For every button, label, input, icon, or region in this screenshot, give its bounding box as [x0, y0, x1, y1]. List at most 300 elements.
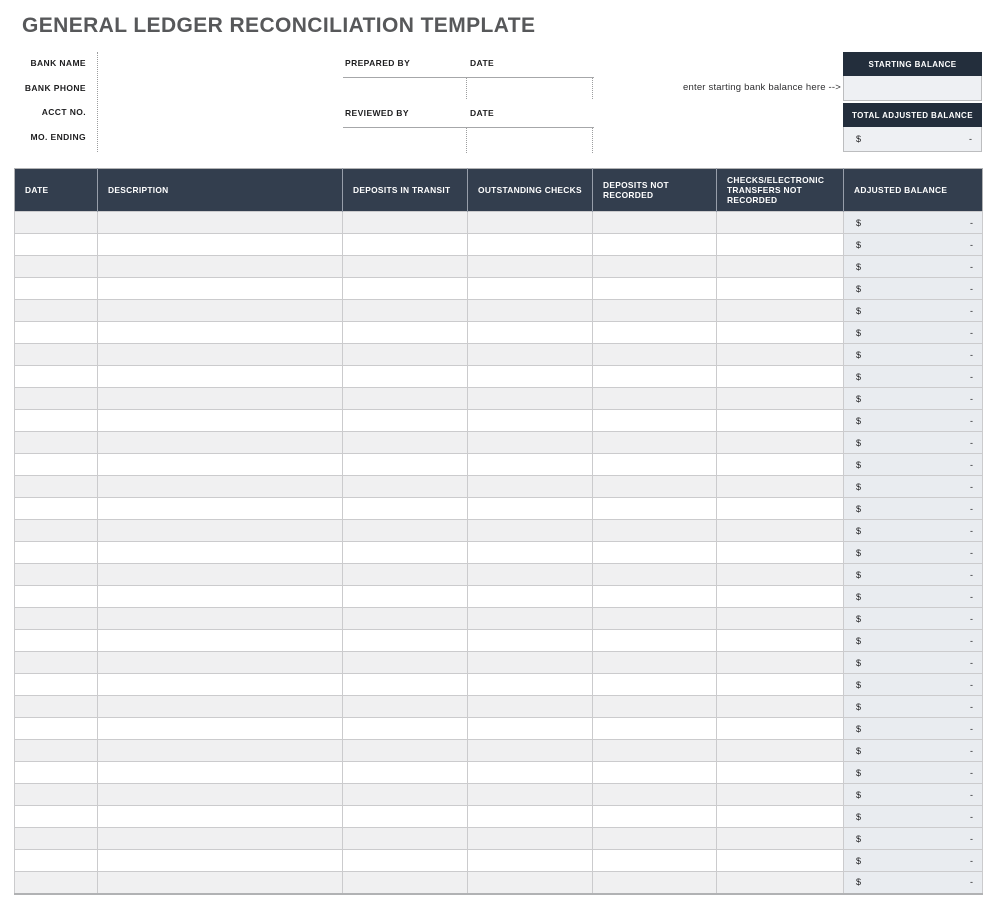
amount-value: -	[970, 415, 973, 426]
cell-deposits-not-recorded[interactable]	[593, 520, 717, 542]
cell-outstanding-checks[interactable]	[468, 674, 593, 696]
cell-description[interactable]	[98, 410, 343, 432]
cell-outstanding-checks[interactable]	[468, 828, 593, 850]
cell-adjusted-balance[interactable]	[844, 410, 983, 432]
cell-outstanding-checks[interactable]	[468, 344, 593, 366]
cell-deposits-not-recorded[interactable]	[593, 366, 717, 388]
prepared-by-field[interactable]	[343, 78, 467, 99]
cell-checks-electronic-transfers[interactable]	[717, 454, 844, 476]
cell-description[interactable]	[98, 388, 343, 410]
page-title: GENERAL LEDGER RECONCILIATION TEMPLATE	[22, 14, 536, 37]
currency-symbol: $	[856, 591, 862, 602]
cell-deposits-in-transit[interactable]	[343, 718, 468, 740]
cell-outstanding-checks[interactable]	[468, 520, 593, 542]
cell-description[interactable]	[98, 586, 343, 608]
cell-adjusted-balance[interactable]	[844, 718, 983, 740]
table-row	[15, 234, 983, 256]
cell-description[interactable]	[98, 652, 343, 674]
table-row	[15, 608, 983, 630]
cell-deposits-in-transit[interactable]	[343, 256, 468, 278]
cell-description[interactable]	[98, 476, 343, 498]
cell-adjusted-balance[interactable]	[844, 784, 983, 806]
table-row	[15, 696, 983, 718]
cell-date[interactable]	[15, 300, 98, 322]
cell-deposits-in-transit[interactable]	[343, 652, 468, 674]
cell-deposits-not-recorded[interactable]	[593, 432, 717, 454]
cell-adjusted-balance[interactable]	[844, 476, 983, 498]
amount-value: -	[970, 811, 973, 822]
cell-outstanding-checks[interactable]	[468, 608, 593, 630]
cell-description[interactable]	[98, 608, 343, 630]
acct-no-label: ACCT NO.	[41, 107, 86, 117]
cell-deposits-not-recorded[interactable]	[593, 454, 717, 476]
cell-checks-electronic-transfers[interactable]	[717, 234, 844, 256]
cell-checks-electronic-transfers[interactable]	[717, 586, 844, 608]
cell-deposits-in-transit[interactable]	[343, 542, 468, 564]
cell-description[interactable]	[98, 212, 343, 234]
currency-symbol: $	[856, 371, 862, 382]
cell-deposits-in-transit[interactable]	[343, 762, 468, 784]
cell-description[interactable]	[98, 740, 343, 762]
cell-adjusted-balance[interactable]	[844, 740, 983, 762]
table-row	[15, 476, 983, 498]
cell-checks-electronic-transfers[interactable]	[717, 322, 844, 344]
total-adjusted-balance-cell[interactable]	[843, 127, 982, 152]
cell-deposits-in-transit[interactable]	[343, 300, 468, 322]
cell-deposits-not-recorded[interactable]	[593, 740, 717, 762]
cell-date[interactable]	[15, 388, 98, 410]
currency-symbol: $	[856, 811, 862, 822]
cell-deposits-in-transit[interactable]	[343, 784, 468, 806]
cell-deposits-not-recorded[interactable]	[593, 476, 717, 498]
cell-description[interactable]	[98, 278, 343, 300]
cell-date[interactable]	[15, 498, 98, 520]
cell-date[interactable]	[15, 212, 98, 234]
cell-description[interactable]	[98, 850, 343, 872]
balance-box	[843, 52, 982, 152]
table-row	[15, 212, 983, 234]
cell-outstanding-checks[interactable]	[468, 542, 593, 564]
starting-balance-hint: enter starting bank balance here -->	[683, 82, 841, 93]
cell-deposits-in-transit[interactable]	[343, 850, 468, 872]
currency-symbol: $	[856, 239, 862, 250]
cell-deposits-not-recorded[interactable]	[593, 762, 717, 784]
cell-adjusted-balance[interactable]	[844, 520, 983, 542]
starting-balance-field[interactable]	[843, 76, 982, 101]
cell-checks-electronic-transfers[interactable]	[717, 278, 844, 300]
cell-checks-electronic-transfers[interactable]	[717, 564, 844, 586]
currency-symbol: $	[856, 745, 862, 756]
cell-checks-electronic-transfers[interactable]	[717, 344, 844, 366]
cell-deposits-in-transit[interactable]	[343, 696, 468, 718]
cell-deposits-in-transit[interactable]	[343, 278, 468, 300]
cell-deposits-not-recorded[interactable]	[593, 850, 717, 872]
amount-value: -	[970, 789, 973, 800]
bank-info-form	[0, 52, 340, 152]
mo-ending-field[interactable]	[98, 127, 338, 149]
amount-value: -	[970, 767, 973, 778]
cell-date[interactable]	[15, 278, 98, 300]
cell-deposits-in-transit[interactable]	[343, 476, 468, 498]
table-row	[15, 278, 983, 300]
col-header-deposits-not-recorded: DEPOSITS NOT RECORDED	[593, 169, 717, 212]
amount-value: -	[970, 569, 973, 580]
cell-description[interactable]	[98, 872, 343, 894]
amount-value: -	[970, 635, 973, 646]
cell-date[interactable]	[15, 520, 98, 542]
cell-outstanding-checks[interactable]	[468, 564, 593, 586]
cell-deposits-in-transit[interactable]	[343, 498, 468, 520]
cell-date[interactable]	[15, 344, 98, 366]
cell-deposits-not-recorded[interactable]	[593, 278, 717, 300]
reviewed-date-field[interactable]	[467, 128, 593, 153]
cell-outstanding-checks[interactable]	[468, 872, 593, 894]
cell-description[interactable]	[98, 718, 343, 740]
amount-value: -	[970, 547, 973, 558]
starting-balance-header: STARTING BALANCE	[843, 52, 982, 76]
cell-description[interactable]	[98, 784, 343, 806]
cell-deposits-in-transit[interactable]	[343, 872, 468, 894]
cell-description[interactable]	[98, 674, 343, 696]
cell-deposits-not-recorded[interactable]	[593, 608, 717, 630]
cell-checks-electronic-transfers[interactable]	[717, 850, 844, 872]
cell-adjusted-balance[interactable]	[844, 872, 983, 894]
cell-adjusted-balance[interactable]	[844, 608, 983, 630]
cell-date[interactable]	[15, 366, 98, 388]
cell-deposits-in-transit[interactable]	[343, 828, 468, 850]
cell-date[interactable]	[15, 432, 98, 454]
cell-deposits-in-transit[interactable]	[343, 740, 468, 762]
cell-adjusted-balance[interactable]	[844, 696, 983, 718]
cell-outstanding-checks[interactable]	[468, 476, 593, 498]
cell-deposits-in-transit[interactable]	[343, 388, 468, 410]
cell-outstanding-checks[interactable]	[468, 410, 593, 432]
cell-adjusted-balance[interactable]	[844, 300, 983, 322]
cell-deposits-not-recorded[interactable]	[593, 652, 717, 674]
cell-checks-electronic-transfers[interactable]	[717, 762, 844, 784]
cell-outstanding-checks[interactable]	[468, 322, 593, 344]
mo-ending-label: MO. ENDING	[30, 132, 86, 142]
cell-checks-electronic-transfers[interactable]	[717, 806, 844, 828]
ledger-table-body	[15, 212, 983, 894]
cell-adjusted-balance[interactable]	[844, 322, 983, 344]
table-row	[15, 828, 983, 850]
acct-no-field[interactable]	[98, 102, 338, 124]
cell-date[interactable]	[15, 476, 98, 498]
cell-date[interactable]	[15, 718, 98, 740]
cell-adjusted-balance[interactable]	[844, 828, 983, 850]
cell-description[interactable]	[98, 234, 343, 256]
cell-adjusted-balance[interactable]	[844, 234, 983, 256]
cell-adjusted-balance[interactable]	[844, 806, 983, 828]
cell-deposits-in-transit[interactable]	[343, 564, 468, 586]
cell-deposits-not-recorded[interactable]	[593, 388, 717, 410]
cell-outstanding-checks[interactable]	[468, 762, 593, 784]
amount-value: -	[970, 525, 973, 536]
currency-symbol: $	[856, 569, 862, 580]
cell-checks-electronic-transfers[interactable]	[717, 388, 844, 410]
reviewed-date-label: DATE	[470, 108, 495, 118]
cell-date[interactable]	[15, 806, 98, 828]
table-row	[15, 410, 983, 432]
cell-deposits-not-recorded[interactable]	[593, 410, 717, 432]
cell-deposits-not-recorded[interactable]	[593, 806, 717, 828]
cell-outstanding-checks[interactable]	[468, 256, 593, 278]
cell-date[interactable]	[15, 696, 98, 718]
cell-date[interactable]	[15, 454, 98, 476]
amount-value: -	[970, 657, 973, 668]
cell-adjusted-balance[interactable]	[844, 432, 983, 454]
amount-value: -	[970, 217, 973, 228]
cell-date[interactable]	[15, 740, 98, 762]
cell-adjusted-balance[interactable]	[844, 344, 983, 366]
cell-checks-electronic-transfers[interactable]	[717, 718, 844, 740]
cell-outstanding-checks[interactable]	[468, 234, 593, 256]
cell-adjusted-balance[interactable]	[844, 388, 983, 410]
cell-description[interactable]	[98, 806, 343, 828]
cell-deposits-not-recorded[interactable]	[593, 564, 717, 586]
cell-outstanding-checks[interactable]	[468, 652, 593, 674]
amount-value: -	[970, 503, 973, 514]
cell-deposits-in-transit[interactable]	[343, 806, 468, 828]
cell-description[interactable]	[98, 322, 343, 344]
amount-value: -	[970, 349, 973, 360]
cell-description[interactable]	[98, 498, 343, 520]
amount-value: -	[970, 591, 973, 602]
total-amount-value: -	[969, 134, 972, 144]
cell-description[interactable]	[98, 256, 343, 278]
cell-outstanding-checks[interactable]	[468, 586, 593, 608]
cell-date[interactable]	[15, 410, 98, 432]
cell-date[interactable]	[15, 652, 98, 674]
cell-date[interactable]	[15, 784, 98, 806]
currency-symbol: $	[856, 855, 862, 866]
cell-deposits-not-recorded[interactable]	[593, 212, 717, 234]
cell-description[interactable]	[98, 344, 343, 366]
cell-adjusted-balance[interactable]	[844, 498, 983, 520]
cell-checks-electronic-transfers[interactable]	[717, 256, 844, 278]
table-row	[15, 388, 983, 410]
cell-checks-electronic-transfers[interactable]	[717, 410, 844, 432]
cell-date[interactable]	[15, 608, 98, 630]
cell-description[interactable]	[98, 432, 343, 454]
cell-checks-electronic-transfers[interactable]	[717, 498, 844, 520]
currency-symbol: $	[856, 679, 862, 690]
cell-adjusted-balance[interactable]	[844, 454, 983, 476]
cell-deposits-in-transit[interactable]	[343, 586, 468, 608]
cell-outstanding-checks[interactable]	[468, 432, 593, 454]
cell-date[interactable]	[15, 564, 98, 586]
table-row	[15, 542, 983, 564]
table-row	[15, 784, 983, 806]
cell-checks-electronic-transfers[interactable]	[717, 300, 844, 322]
cell-deposits-not-recorded[interactable]	[593, 630, 717, 652]
cell-deposits-not-recorded[interactable]	[593, 322, 717, 344]
cell-checks-electronic-transfers[interactable]	[717, 784, 844, 806]
cell-deposits-in-transit[interactable]	[343, 234, 468, 256]
amount-value: -	[970, 283, 973, 294]
cell-adjusted-balance[interactable]	[844, 256, 983, 278]
cell-date[interactable]	[15, 322, 98, 344]
cell-date[interactable]	[15, 256, 98, 278]
cell-checks-electronic-transfers[interactable]	[717, 366, 844, 388]
cell-description[interactable]	[98, 762, 343, 784]
cell-date[interactable]	[15, 828, 98, 850]
cell-outstanding-checks[interactable]	[468, 278, 593, 300]
cell-checks-electronic-transfers[interactable]	[717, 696, 844, 718]
currency-symbol: $	[856, 723, 862, 734]
cell-outstanding-checks[interactable]	[468, 366, 593, 388]
cell-date[interactable]	[15, 674, 98, 696]
currency-symbol: $	[856, 217, 862, 228]
cell-outstanding-checks[interactable]	[468, 300, 593, 322]
amount-value: -	[970, 613, 973, 624]
cell-deposits-in-transit[interactable]	[343, 344, 468, 366]
table-row	[15, 630, 983, 652]
table-row	[15, 586, 983, 608]
cell-deposits-in-transit[interactable]	[343, 454, 468, 476]
cell-deposits-not-recorded[interactable]	[593, 234, 717, 256]
cell-date[interactable]	[15, 762, 98, 784]
currency-symbol: $	[856, 767, 862, 778]
currency-symbol: $	[856, 833, 862, 844]
table-row	[15, 366, 983, 388]
cell-date[interactable]	[15, 542, 98, 564]
cell-deposits-not-recorded[interactable]	[593, 256, 717, 278]
table-row	[15, 674, 983, 696]
prepared-date-label: DATE	[470, 58, 495, 68]
ledger-table-header	[15, 169, 983, 212]
amount-value: -	[970, 305, 973, 316]
cell-adjusted-balance[interactable]	[844, 652, 983, 674]
cell-adjusted-balance[interactable]	[844, 212, 983, 234]
amount-value: -	[970, 239, 973, 250]
cell-outstanding-checks[interactable]	[468, 740, 593, 762]
cell-outstanding-checks[interactable]	[468, 806, 593, 828]
cell-deposits-in-transit[interactable]	[343, 608, 468, 630]
cell-checks-electronic-transfers[interactable]	[717, 872, 844, 894]
cell-adjusted-balance[interactable]	[844, 366, 983, 388]
cell-date[interactable]	[15, 630, 98, 652]
cell-outstanding-checks[interactable]	[468, 388, 593, 410]
cell-deposits-in-transit[interactable]	[343, 432, 468, 454]
cell-adjusted-balance[interactable]	[844, 564, 983, 586]
cell-checks-electronic-transfers[interactable]	[717, 476, 844, 498]
cell-outstanding-checks[interactable]	[468, 212, 593, 234]
cell-deposits-not-recorded[interactable]	[593, 498, 717, 520]
cell-description[interactable]	[98, 630, 343, 652]
cell-checks-electronic-transfers[interactable]	[717, 652, 844, 674]
cell-deposits-not-recorded[interactable]	[593, 784, 717, 806]
col-header-checks-electronic-transfers: CHECKS/ELECTRONIC TRANSFERS NOT RECORDED	[717, 169, 844, 212]
col-header-description: DESCRIPTION	[98, 169, 343, 212]
currency-symbol: $	[856, 459, 862, 470]
col-header-deposits-in-transit: DEPOSITS IN TRANSIT	[343, 169, 468, 212]
cell-checks-electronic-transfers[interactable]	[717, 740, 844, 762]
cell-outstanding-checks[interactable]	[468, 630, 593, 652]
signoff-block	[343, 52, 594, 153]
table-row	[15, 300, 983, 322]
cell-outstanding-checks[interactable]	[468, 718, 593, 740]
cell-deposits-not-recorded[interactable]	[593, 696, 717, 718]
cell-description[interactable]	[98, 454, 343, 476]
amount-value: -	[970, 855, 973, 866]
cell-deposits-in-transit[interactable]	[343, 322, 468, 344]
cell-deposits-not-recorded[interactable]	[593, 828, 717, 850]
cell-adjusted-balance[interactable]	[844, 850, 983, 872]
table-row	[15, 872, 983, 894]
cell-checks-electronic-transfers[interactable]	[717, 674, 844, 696]
cell-outstanding-checks[interactable]	[468, 784, 593, 806]
cell-deposits-in-transit[interactable]	[343, 366, 468, 388]
cell-outstanding-checks[interactable]	[468, 696, 593, 718]
cell-deposits-not-recorded[interactable]	[593, 674, 717, 696]
cell-deposits-in-transit[interactable]	[343, 410, 468, 432]
cell-description[interactable]	[98, 366, 343, 388]
table-row	[15, 454, 983, 476]
cell-adjusted-balance[interactable]	[844, 278, 983, 300]
cell-adjusted-balance[interactable]	[844, 674, 983, 696]
table-row	[15, 344, 983, 366]
amount-value: -	[970, 459, 973, 470]
reviewed-by-field[interactable]	[343, 128, 467, 153]
cell-checks-electronic-transfers[interactable]	[717, 542, 844, 564]
cell-description[interactable]	[98, 696, 343, 718]
cell-description[interactable]	[98, 542, 343, 564]
cell-adjusted-balance[interactable]	[844, 586, 983, 608]
amount-value: -	[970, 327, 973, 338]
cell-deposits-in-transit[interactable]	[343, 212, 468, 234]
table-row	[15, 322, 983, 344]
table-row	[15, 498, 983, 520]
cell-description[interactable]	[98, 300, 343, 322]
amount-value: -	[970, 261, 973, 272]
cell-deposits-in-transit[interactable]	[343, 630, 468, 652]
cell-deposits-not-recorded[interactable]	[593, 586, 717, 608]
cell-deposits-in-transit[interactable]	[343, 674, 468, 696]
cell-deposits-not-recorded[interactable]	[593, 542, 717, 564]
cell-deposits-not-recorded[interactable]	[593, 872, 717, 894]
cell-description[interactable]	[98, 828, 343, 850]
cell-date[interactable]	[15, 586, 98, 608]
cell-description[interactable]	[98, 520, 343, 542]
cell-checks-electronic-transfers[interactable]	[717, 432, 844, 454]
cell-date[interactable]	[15, 234, 98, 256]
cell-outstanding-checks[interactable]	[468, 498, 593, 520]
reviewed-by-label: REVIEWED BY	[345, 108, 409, 118]
cell-checks-electronic-transfers[interactable]	[717, 212, 844, 234]
cell-adjusted-balance[interactable]	[844, 762, 983, 784]
cell-description[interactable]	[98, 564, 343, 586]
cell-date[interactable]	[15, 872, 98, 894]
cell-deposits-not-recorded[interactable]	[593, 718, 717, 740]
cell-adjusted-balance[interactable]	[844, 630, 983, 652]
cell-deposits-not-recorded[interactable]	[593, 344, 717, 366]
bank-phone-field[interactable]	[98, 77, 338, 99]
cell-deposits-not-recorded[interactable]	[593, 300, 717, 322]
col-header-outstanding-checks: OUTSTANDING CHECKS	[468, 169, 593, 212]
cell-checks-electronic-transfers[interactable]	[717, 520, 844, 542]
cell-outstanding-checks[interactable]	[468, 850, 593, 872]
cell-date[interactable]	[15, 850, 98, 872]
cell-outstanding-checks[interactable]	[468, 454, 593, 476]
cell-adjusted-balance[interactable]	[844, 542, 983, 564]
cell-deposits-in-transit[interactable]	[343, 520, 468, 542]
cell-checks-electronic-transfers[interactable]	[717, 630, 844, 652]
bank-name-field[interactable]	[98, 52, 338, 74]
cell-checks-electronic-transfers[interactable]	[717, 828, 844, 850]
cell-checks-electronic-transfers[interactable]	[717, 608, 844, 630]
